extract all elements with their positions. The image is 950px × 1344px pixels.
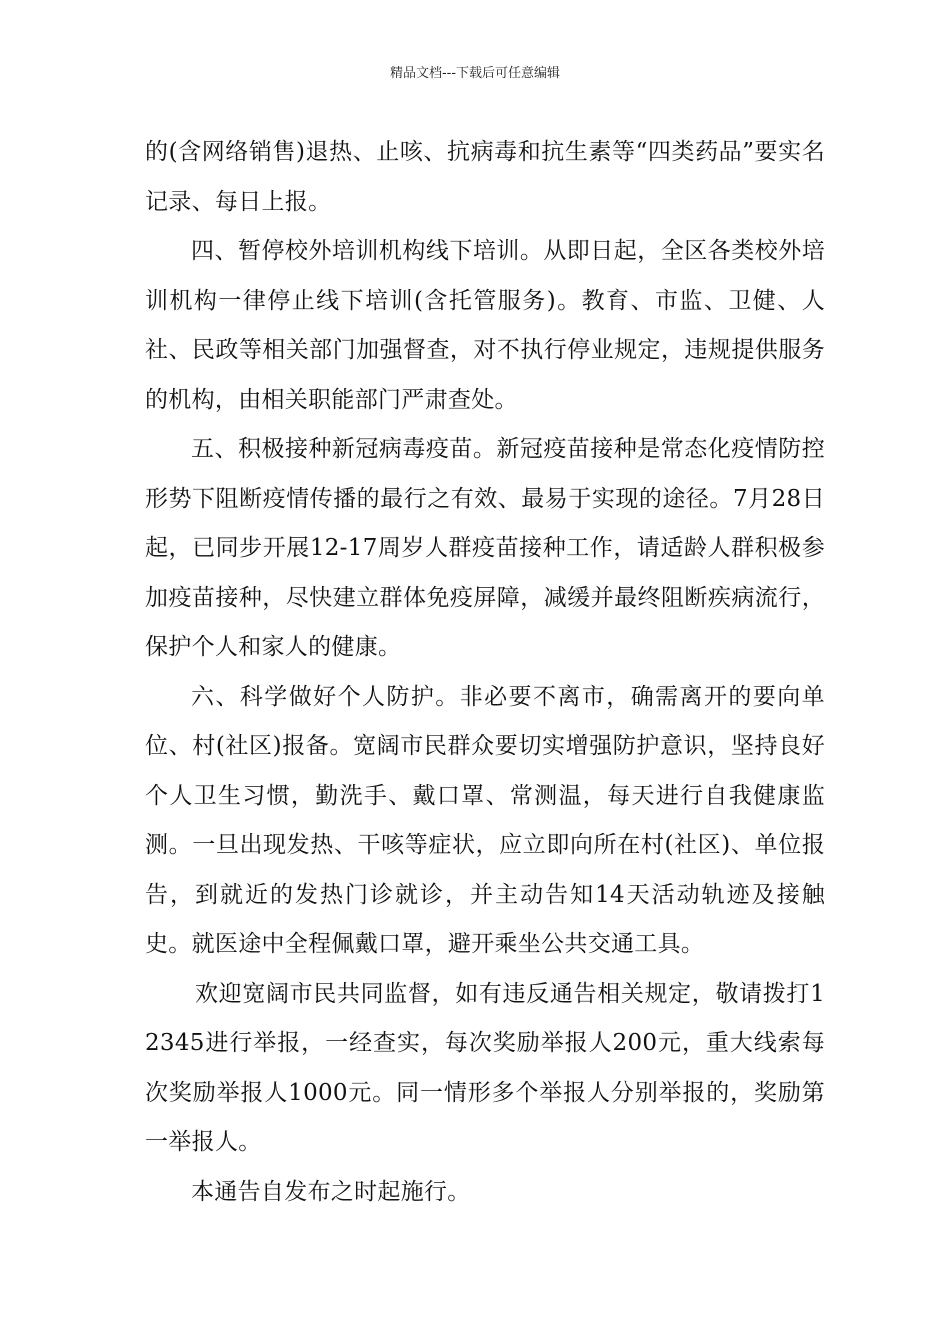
paragraph-item-5: 五、积极接种新冠病毒疫苗。新冠疫苗接种是常态化疫情防控形势下阻断疫情传播的最行之有效、最易于实现的途径。7月28日起，已同步开展12-17周岁人群疫苗接种工作，请适龄人群积极参加疫苗接种，尽快建立群体免疫屏障，减缓并最终阻断疾病流行，保护个人和家人的健康。 [145, 436, 825, 660]
document-body [145, 128, 825, 1217]
paragraph-item-4: 四、暂停校外培训机构线下培训。从即日起，全区各类校外培训机构一律停止线下培训(含托管服务)。教育、市监、卫健、人社、民政等相关部门加强督查，对不执行停业规定，违规提供服务的机构，由相关职能部门严肃查处。 [145, 238, 825, 413]
paragraph-continuation: 的(含网络销售)退热、止咳、抗病毒和抗生素等“四类药品”要实名记录、每日上报。 [145, 139, 825, 215]
paragraph-effective: 本通告自发布之时起施行。 [191, 1178, 471, 1205]
page-header: 精品文档---下载后可任意编辑 [389, 66, 561, 81]
paragraph-supervision: 欢迎宽阔市民共同监督，如有违反通告相关规定，敬请拨打12345进行举报，一经查实，每次奖励举报人200元，重大线索每次奖励举报人1000元。同一情形多个举报人分别举报的，奖励第一举报人。 [145, 980, 825, 1155]
paragraph-item-6: 六、科学做好个人防护。非必要不离市，确需离开的要向单位、村(社区)报备。宽阔市民群众要切实增强防护意识，坚持良好个人卫生习惯，勤洗手、戴口罩、常测温，每天进行自我健康监测。一旦出现发热、干咳等症状，应立即向所在村(社区)、单位报告，到就近的发热门诊就诊，并主动告知14天活动轨迹及接触史。就医途中全程佩戴口罩，避开乘坐公共交通工具。 [145, 683, 825, 957]
